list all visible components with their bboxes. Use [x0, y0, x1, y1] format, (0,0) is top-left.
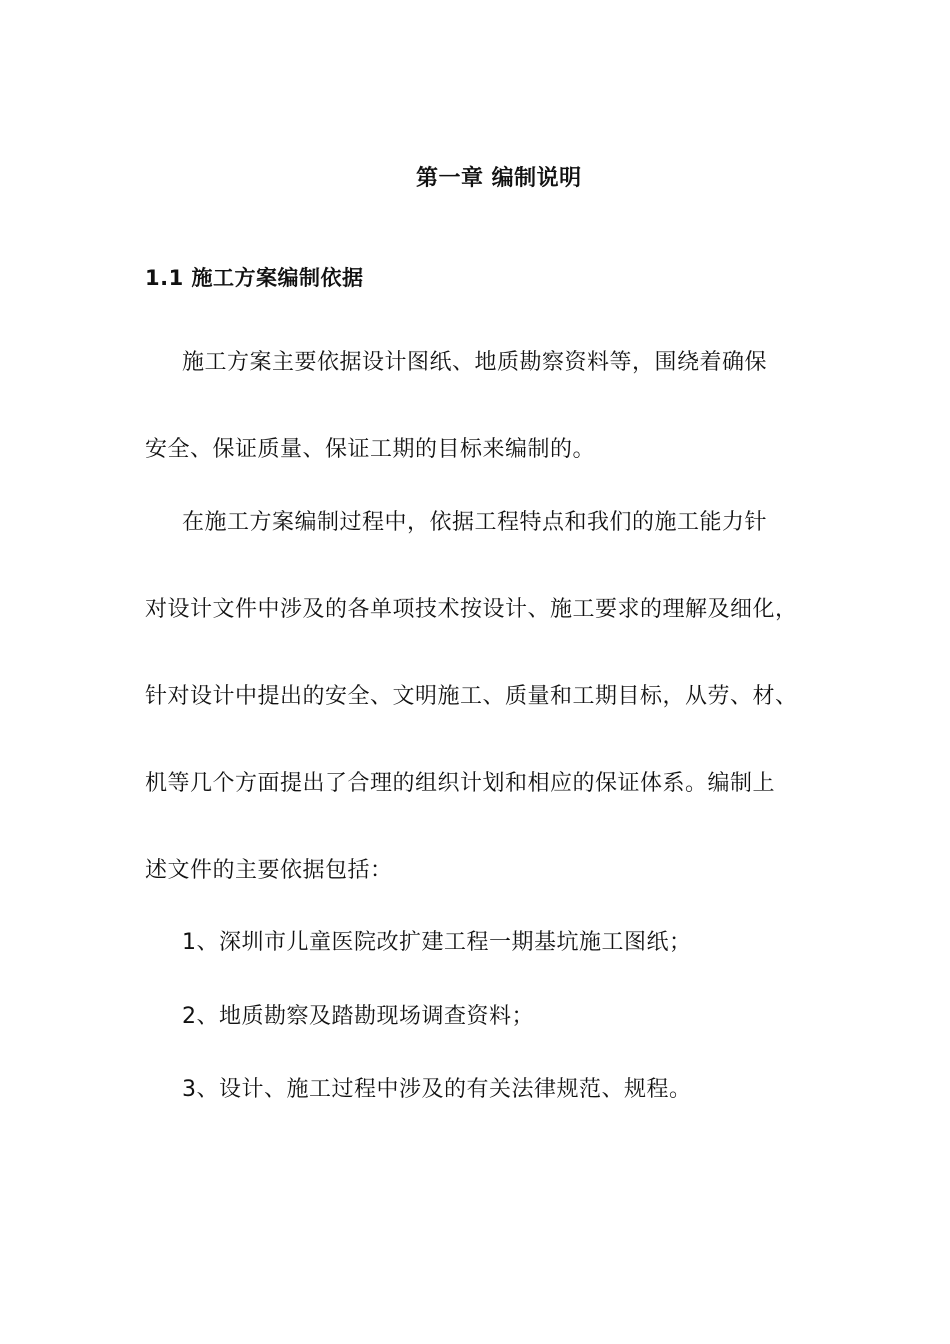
paragraph-2-line-3: 针对设计中提出的安全、文明施工、质量和工期目标，从劳、材、 [145, 684, 798, 709]
paragraph-2-line-1: 在施工方案编制过程中，依据工程特点和我们的施工能力针 [182, 510, 768, 535]
section-heading: 1.1 施工方案编制依据 [145, 266, 364, 290]
paragraph-2-line-2: 对设计文件中涉及的各单项技术按设计、施工要求的理解及细化， [145, 597, 798, 622]
list-item: 2、地质勘察及踏勘现场调查资料； [182, 1004, 534, 1029]
paragraph-1-line-2: 安全、保证质量、保证工期的目标来编制的。 [145, 437, 596, 462]
list-item: 1、深圳市儿童医院改扩建工程一期基坑施工图纸； [182, 930, 692, 955]
paragraph-2-line-4: 机等几个方面提出了合理的组织计划和相应的保证体系。编制上 [145, 771, 776, 796]
paragraph-1-line-1: 施工方案主要依据设计图纸、地质勘察资料等，围绕着确保 [182, 350, 768, 375]
paragraph-2-line-5: 述文件的主要依据包括： [145, 858, 393, 883]
chapter-title: 第一章 编制说明 [416, 166, 582, 191]
list-item: 3、设计、施工过程中涉及的有关法律规范、规程。 [182, 1077, 692, 1102]
